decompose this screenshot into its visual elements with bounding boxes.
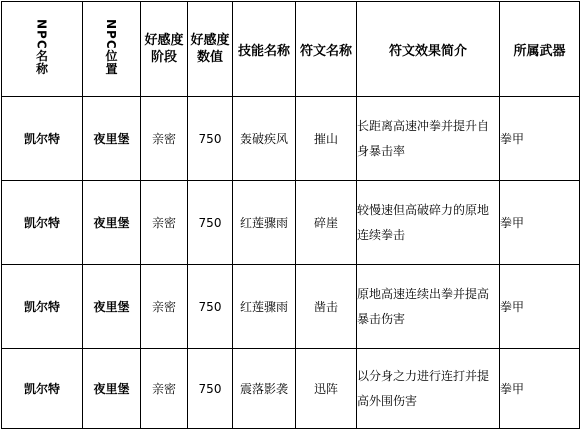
- cell-skill-name: 轰破疾风: [233, 97, 296, 181]
- cell-favor-value: 750: [188, 265, 233, 349]
- cell-favor-value: 750: [188, 97, 233, 181]
- header-skill-name: 技能名称: [233, 2, 296, 97]
- header-weapon: 所属武器: [500, 2, 580, 97]
- header-favor-stage-label: 好感度阶段: [144, 33, 184, 65]
- table-row: [2, 181, 580, 265]
- header-favor-stage: [141, 2, 188, 97]
- header-npc-location-label: NPC位置: [104, 18, 118, 76]
- table-row: [2, 265, 580, 349]
- cell-rune-effect: 以分身之力进行连打并提高外围伤害: [357, 349, 500, 429]
- cell-weapon: 拳甲: [500, 181, 580, 265]
- cell-rune-name: 迅阵: [296, 349, 357, 429]
- header-rune-name: 符文名称: [296, 2, 357, 97]
- cell-rune-effect: 长距离高速冲拳并提升自身暴击率: [357, 97, 500, 181]
- cell-npc-location: 夜里堡: [83, 97, 141, 181]
- cell-npc-location: 夜里堡: [83, 265, 141, 349]
- header-favor-value-label: 好感度数值: [190, 33, 230, 65]
- cell-rune-effect: 原地高速连续出拳并提高暴击伤害: [357, 265, 500, 349]
- cell-favor-value: 750: [188, 349, 233, 429]
- rune-table: [1, 1, 580, 429]
- cell-skill-name: 震落影袭: [233, 349, 296, 429]
- cell-npc-name: 凯尔特: [2, 349, 83, 429]
- table-row: [2, 97, 580, 181]
- cell-favor-stage: 亲密: [141, 265, 188, 349]
- cell-rune-name: 碎崖: [296, 181, 357, 265]
- cell-skill-name: 红莲骤雨: [233, 181, 296, 265]
- header-favor-value: [188, 2, 233, 97]
- cell-npc-name: 凯尔特: [2, 265, 83, 349]
- cell-favor-value: 750: [188, 181, 233, 265]
- header-npc-name: [2, 2, 83, 97]
- header-npc-name-label: NPC名称: [34, 18, 49, 76]
- cell-npc-location: 夜里堡: [83, 181, 141, 265]
- cell-rune-name: 凿击: [296, 265, 357, 349]
- header-row: [2, 2, 580, 97]
- rune-table-sheet: [1, 1, 579, 433]
- cell-weapon: 拳甲: [500, 265, 580, 349]
- cell-npc-location: 夜里堡: [83, 349, 141, 429]
- table-row: [2, 349, 580, 429]
- header-rune-effect: 符文效果简介: [357, 2, 500, 97]
- cell-weapon: 拳甲: [500, 349, 580, 429]
- cell-skill-name: 红莲骤雨: [233, 265, 296, 349]
- cell-rune-effect: 较慢速但高破碎力的原地连续拳击: [357, 181, 500, 265]
- cell-npc-name: 凯尔特: [2, 181, 83, 265]
- cell-favor-stage: 亲密: [141, 97, 188, 181]
- cell-rune-name: 摧山: [296, 97, 357, 181]
- cell-weapon: 拳甲: [500, 97, 580, 181]
- cell-favor-stage: 亲密: [141, 181, 188, 265]
- header-npc-location: [83, 2, 141, 97]
- cell-favor-stage: 亲密: [141, 349, 188, 429]
- cell-npc-name: 凯尔特: [2, 97, 83, 181]
